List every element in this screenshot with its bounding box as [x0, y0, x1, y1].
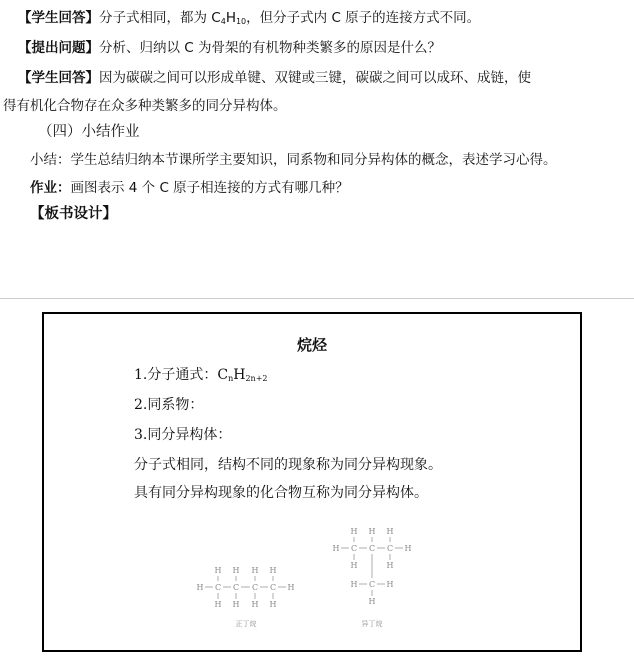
- homolog-item: 2.同系物：: [134, 397, 204, 413]
- n-butane-structure: [194, 554, 314, 634]
- student-answer-1: 【学生回答】分子式相同，都为 $C_4H_{10}$，但分子式内 C 原子的连接方式不同。: [18, 10, 481, 26]
- atom-h: H: [404, 544, 412, 553]
- atom-h: H: [214, 600, 222, 609]
- atom-c: C: [386, 544, 394, 553]
- isomer-definition: 具有同分异构现象的化合物互称为同分异构体。: [134, 485, 428, 501]
- atom-h: H: [386, 580, 394, 589]
- homework-text: 作业：画图表示 4 个 C 原子相连接的方式有哪几种？: [30, 180, 349, 196]
- general-formula: 1.分子通式：$C_nH_{2n+2}$: [134, 367, 268, 383]
- atom-h: H: [269, 566, 277, 575]
- isobutane-label: 异丁烷: [361, 620, 383, 628]
- student-answer-2-cont: 得有机化合物存在众多种类繁多的同分异构体。: [3, 98, 287, 114]
- board-title: 烷烃: [296, 336, 327, 354]
- isomer-item: 3.同分异构体：: [134, 427, 232, 443]
- isomerism-definition: 分子式相同，结构不同的现象称为同分异构现象。: [134, 457, 442, 473]
- atom-h: H: [214, 566, 222, 575]
- atom-h: H: [232, 600, 240, 609]
- atom-c: C: [214, 583, 222, 592]
- atom-c: C: [251, 583, 259, 592]
- atom-h: H: [386, 527, 394, 536]
- atom-h: H: [232, 566, 240, 575]
- atom-h: H: [350, 561, 358, 570]
- student-answer-2: 【学生回答】因为碳碳之间可以形成单键、双键或三键，碳碳之间可以成环、成链，使: [18, 70, 531, 86]
- atom-h: H: [287, 583, 295, 592]
- n-butane-label: 正丁烷: [235, 620, 257, 628]
- atom-h: H: [386, 561, 394, 570]
- atom-h: H: [368, 527, 376, 536]
- section-heading: （四）小结作业: [38, 124, 140, 140]
- atom-c: C: [232, 583, 240, 592]
- lesson-text: [0, 0, 634, 298]
- atom-c: C: [368, 544, 376, 553]
- atom-h: H: [350, 527, 358, 536]
- atom-h: H: [196, 583, 204, 592]
- summary-text: 小结：学生总结归纳本节课所学主要知识，同系物和同分异构体的概念，表述学习心得。: [30, 152, 557, 168]
- atom-c: C: [350, 544, 358, 553]
- atom-h: H: [269, 600, 277, 609]
- page-divider: [0, 298, 634, 299]
- atom-c: C: [368, 580, 376, 589]
- blackboard-design: [42, 312, 582, 652]
- board-design-heading: 【板书设计】: [30, 206, 117, 222]
- atom-h: H: [251, 600, 259, 609]
- atom-h: H: [368, 597, 376, 606]
- isobutane-structure: [329, 514, 439, 634]
- atom-h: H: [332, 544, 340, 553]
- atom-h: H: [251, 566, 259, 575]
- question-prompt: 【提出问题】分析、归纳以 C 为骨架的有机物种类繁多的原因是什么？: [18, 40, 442, 56]
- atom-h: H: [350, 580, 358, 589]
- atom-c: C: [269, 583, 277, 592]
